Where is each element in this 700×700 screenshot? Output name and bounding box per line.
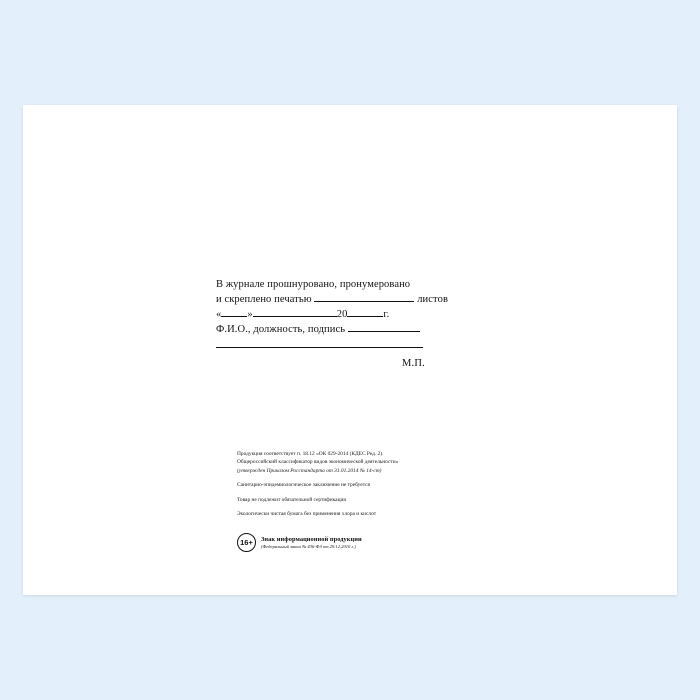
fineprint-line-2: Общероссийский классификатор видов экономической деятельности» <box>237 459 399 466</box>
mark-subtitle: (Федеральный закон № 436-ФЗ от 29.12.2010 г.) <box>261 544 356 549</box>
sheets-count-blank <box>314 301 414 302</box>
mark-title: Знак информационной продукции <box>261 536 362 543</box>
fineprint-line-5: Товар не подлежит обязательной сертификации <box>237 496 347 503</box>
date-quote-open: « <box>216 308 222 320</box>
certify-line-2 <box>216 293 506 308</box>
certify-line-4-text: Ф.И.О., должность, подпись <box>216 323 346 335</box>
month-blank <box>253 316 337 317</box>
certify-line-2-text: и скреплено печатью <box>216 293 312 305</box>
seal-label: М.П. <box>402 358 425 369</box>
fineprint-line-3: (утвержден Приказом Росстандарта от 31.01.2014 № 14-ст) <box>237 467 382 474</box>
fineprint-line-1: Продукция соответствует п. 18.12 «ОК 029-2014 (КДЕС Ред. 2). <box>237 451 384 457</box>
year-prefix: 20 <box>336 308 348 320</box>
certify-line-2-suffix: листов <box>417 293 448 305</box>
fineprint-line-4: Санитарно-эпидемиологическое заключение не требуется <box>237 482 370 489</box>
certify-underline-full <box>216 338 423 348</box>
date-quote-close: » <box>247 308 253 320</box>
certify-line-4 <box>216 323 506 338</box>
year-blank <box>347 316 383 317</box>
year-suffix: г. <box>383 308 390 320</box>
legal-fineprint <box>237 450 537 524</box>
signature-blank <box>348 331 420 332</box>
document-sheet <box>23 105 677 595</box>
certification-block <box>216 278 506 348</box>
certify-line-3 <box>216 308 506 323</box>
day-blank <box>221 316 247 317</box>
certify-line-1 <box>216 278 506 293</box>
fineprint-line-6: Экологически чистая бумага без применения хлора и кислот <box>237 510 377 517</box>
certify-line-1-text: В журнале прошнуровано, пронумеровано <box>216 279 411 290</box>
age-rating-icon: 16+ <box>237 533 256 552</box>
mark-text-group <box>261 536 362 549</box>
information-product-mark <box>237 533 362 552</box>
